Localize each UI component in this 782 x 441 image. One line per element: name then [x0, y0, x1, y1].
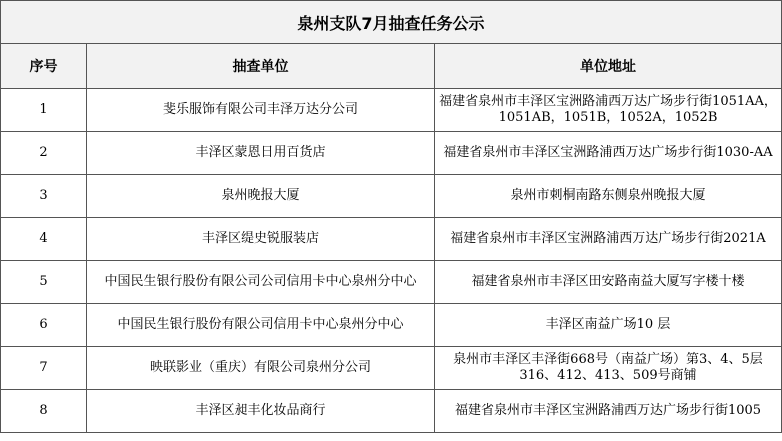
header-seq: 序号 — [1, 44, 87, 89]
row-address: 丰泽区南益广场10 层 — [435, 304, 782, 347]
row-unit: 泉州晚报大厦 — [87, 175, 435, 218]
table-row — [1, 218, 782, 261]
table-row — [1, 89, 782, 132]
row-seq: 8 — [1, 390, 87, 433]
table-row — [1, 132, 782, 175]
row-unit: 斐乐服饰有限公司丰泽万达分公司 — [87, 89, 435, 132]
header-row — [1, 44, 782, 89]
table-row — [1, 390, 782, 433]
row-unit: 丰泽区昶丰化妆品商行 — [87, 390, 435, 433]
row-seq: 6 — [1, 304, 87, 347]
row-seq: 1 — [1, 89, 87, 132]
row-seq: 7 — [1, 347, 87, 390]
table-row — [1, 261, 782, 304]
header-unit: 抽查单位 — [87, 44, 435, 89]
row-unit: 中国民生银行股份有限公司信用卡中心泉州分中心 — [87, 304, 435, 347]
table-row — [1, 304, 782, 347]
row-address: 泉州市刺桐南路东侧泉州晚报大厦 — [435, 175, 782, 218]
row-address: 福建省泉州市丰泽区宝洲路浦西万达广场步行街1051AA，1051AB，1051B，1052A，1052B — [435, 89, 782, 132]
row-address: 福建省泉州市丰泽区宝洲路浦西万达广场步行街1030-AA — [435, 132, 782, 175]
row-unit: 中国民生银行股份有限公司公司信用卡中心泉州分中心 — [87, 261, 435, 304]
row-unit: 丰泽区蒙恩日用百货店 — [87, 132, 435, 175]
row-unit: 映联影业（重庆）有限公司泉州分公司 — [87, 347, 435, 390]
row-unit: 丰泽区缇史锐服装店 — [87, 218, 435, 261]
row-address: 福建省泉州市丰泽区宝洲路浦西万达广场步行街1005 — [435, 390, 782, 433]
row-seq: 4 — [1, 218, 87, 261]
row-address: 福建省泉州市丰泽区田安路南益大厦写字楼十楼 — [435, 261, 782, 304]
row-address: 福建省泉州市丰泽区宝洲路浦西万达广场步行街2021A — [435, 218, 782, 261]
header-address: 单位地址 — [435, 44, 782, 89]
row-seq: 2 — [1, 132, 87, 175]
row-address: 泉州市丰泽区丰泽街668号（南益广场）第3、4、5层316、412、413、509号商铺 — [435, 347, 782, 390]
table-title: 泉州支队7月抽查任务公示 — [1, 1, 782, 44]
table-row — [1, 347, 782, 390]
row-seq: 5 — [1, 261, 87, 304]
table-row — [1, 175, 782, 218]
table-title-row — [1, 1, 782, 44]
row-seq: 3 — [1, 175, 87, 218]
